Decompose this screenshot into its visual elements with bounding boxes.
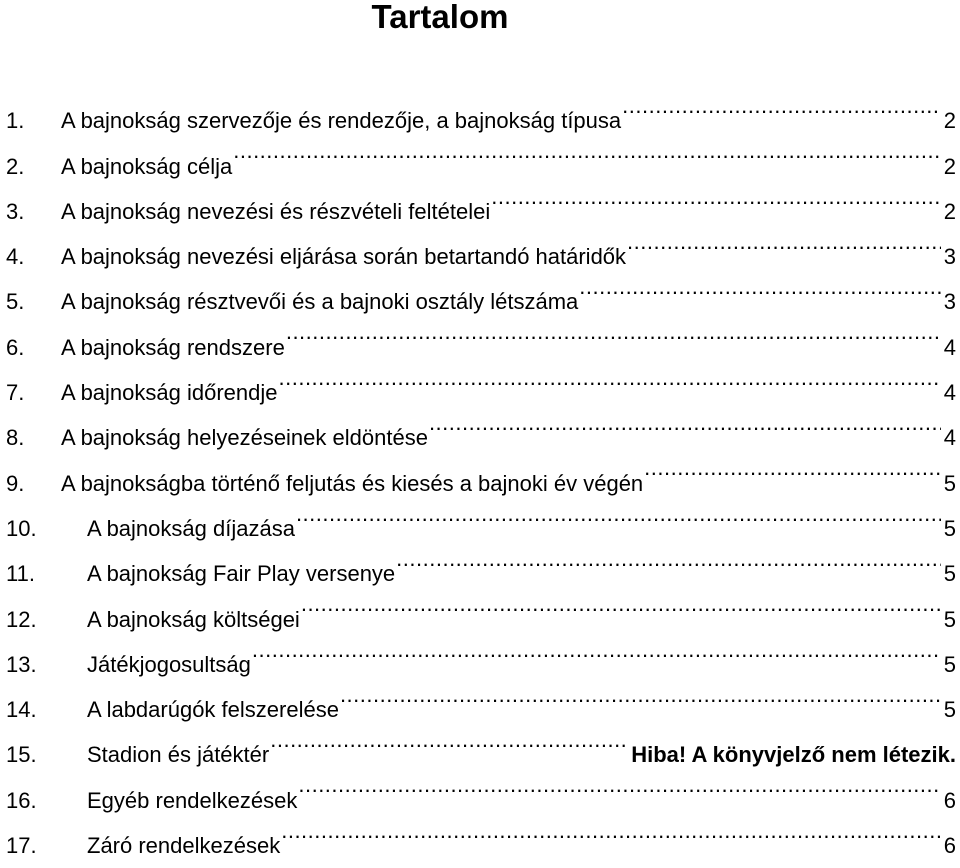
toc-entry-page[interactable]: 5 [943,606,956,632]
toc-entry-page[interactable]: 5 [943,651,956,677]
toc-leader-dots [622,83,941,128]
table-of-contents [6,83,960,859]
toc-entry-page[interactable]: 5 [943,470,956,496]
toc-entry-label[interactable]: A bajnokság díjazása [87,515,295,541]
toc-entry-bookmark-error[interactable]: Hiba! A könyvjelző nem létezik. [631,742,956,768]
toc-entry-page[interactable]: 5 [943,561,956,587]
toc-entry-number: 7. [6,380,25,406]
toc-leader-dots [644,445,941,490]
toc-entry-page[interactable]: 6 [943,787,956,813]
toc-entry-page[interactable]: 4 [943,380,956,406]
toc-entry-label[interactable]: A bajnokság időrendje [61,380,278,406]
toc-entry-number: 6. [6,334,25,360]
toc-entry-page[interactable]: 4 [943,425,956,451]
toc-entry-number: 3. [6,198,25,224]
toc-entry-1[interactable] [6,83,960,134]
toc-leader-dots [301,581,941,626]
toc-leader-dots [296,491,941,536]
toc-entry-number: 5. [6,289,25,315]
toc-entry-page[interactable]: 6 [943,833,956,859]
toc-entry-number: 10. [6,515,37,541]
toc-entry-page[interactable]: 3 [943,244,956,270]
toc-entry-label[interactable]: A bajnokság nevezési eljárása során betartandó határidők [61,244,627,270]
toc-entry-label[interactable]: A labdarúgók felszerelése [87,697,339,723]
toc-entry-label[interactable]: A bajnokság Fair Play versenye [87,561,396,587]
toc-leader-dots [270,717,625,762]
toc-leader-dots [298,762,940,807]
toc-entry-number: 16. [6,787,37,813]
toc-entry-label[interactable]: A bajnokság helyezéseinek eldöntése [61,425,428,451]
toc-entry-number: 13. [6,651,37,677]
toc-entry-label[interactable]: Stadion és játéktér [87,742,270,768]
toc-leader-dots [281,808,941,853]
toc-leader-dots [396,536,941,581]
toc-entry-label[interactable]: Játékjogosultság [87,651,251,677]
toc-entry-number: 2. [6,153,25,179]
toc-entry-page[interactable]: 2 [943,153,956,179]
toc-entry-label[interactable]: Egyéb rendelkezések [87,787,298,813]
page-title: Tartalom [371,0,509,35]
toc-leader-dots [252,627,941,672]
toc-leader-dots [340,672,941,717]
toc-entry-page[interactable]: 5 [943,697,956,723]
toc-entry-number: 17. [6,833,37,859]
toc-entry-label[interactable]: A bajnokság költségei [87,606,300,632]
toc-entry-label[interactable]: A bajnokság résztvevői és a bajnoki osztály létszáma [61,289,579,315]
toc-entry-number: 12. [6,606,37,632]
toc-entry-number: 11. [6,561,35,587]
toc-entry-label[interactable]: A bajnokság nevezési és részvételi feltételei [61,198,491,224]
toc-entry-label[interactable]: Záró rendelkezések [87,833,281,859]
toc-entry-number: 9. [6,470,25,496]
toc-entry-number: 4. [6,244,25,270]
toc-entry-page[interactable]: 2 [943,108,956,134]
toc-entry-number: 8. [6,425,25,451]
toc-entry-number: 1. [6,108,25,134]
toc-entry-label[interactable]: A bajnokság célja [61,153,233,179]
toc-leader-dots [491,174,941,219]
toc-entry-label[interactable]: A bajnokság szervezője és rendezője, a bajnokság típusa [61,108,622,134]
toc-leader-dots [286,309,941,354]
toc-leader-dots [627,219,941,264]
toc-leader-dots [233,128,941,173]
toc-leader-dots [279,355,941,400]
toc-leader-dots [429,400,941,445]
toc-entry-page[interactable]: 2 [943,198,956,224]
toc-entry-label[interactable]: A bajnokság rendszere [61,334,285,360]
toc-entry-number: 15. [6,742,37,768]
toc-entry-page[interactable]: 5 [943,515,956,541]
toc-entry-number: 14. [6,697,37,723]
toc-leader-dots [579,264,940,309]
toc-entry-label[interactable]: A bajnokságba történő feljutás és kiesés a bajnoki év végén [61,470,644,496]
toc-entry-page[interactable]: 4 [943,334,956,360]
toc-entry-page[interactable]: 3 [943,289,956,315]
